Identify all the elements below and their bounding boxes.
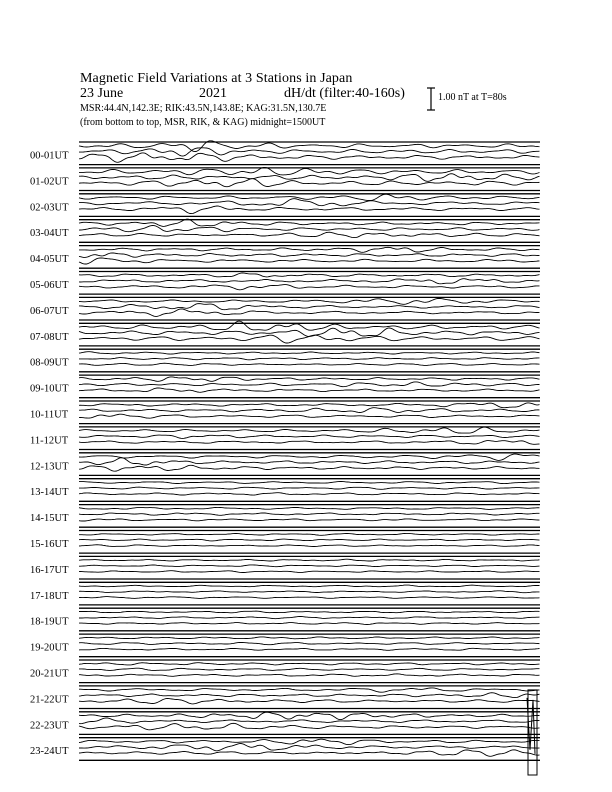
station-trace [79, 298, 540, 304]
station-trace [79, 388, 540, 392]
station-trace [79, 377, 540, 381]
station-trace [79, 513, 540, 515]
station-trace [79, 247, 540, 252]
date-label: 23 June [80, 86, 124, 101]
row-label: 06-07UT [30, 305, 69, 317]
station-trace [79, 153, 540, 162]
row-label: 08-09UT [30, 357, 69, 369]
row-label: 17-18UT [30, 590, 69, 602]
station-trace [79, 285, 540, 290]
scale-bar [427, 88, 435, 110]
station-trace [79, 739, 540, 744]
station-trace [79, 304, 540, 310]
row-label: 12-13UT [30, 461, 69, 473]
row-label: 02-03UT [30, 202, 69, 214]
station-trace [79, 688, 540, 692]
station-trace [79, 591, 540, 593]
row-label: 07-08UT [30, 331, 69, 343]
station-trace [79, 206, 540, 214]
station-trace [79, 533, 540, 535]
station-trace [79, 663, 540, 665]
station-trace [79, 427, 540, 433]
station-trace [79, 487, 540, 489]
scale-bar-label: 1.00 nT at T=80s [438, 92, 507, 103]
station-trace [79, 744, 540, 751]
station-trace [79, 465, 540, 471]
row-label: 20-21UT [30, 668, 69, 680]
row-label: 03-04UT [30, 228, 69, 240]
station-trace [79, 693, 540, 698]
row-label: 01-02UT [30, 176, 69, 188]
quantity-label: dH/dt (filter:40-160s) [284, 86, 405, 101]
station-trace [79, 363, 540, 365]
station-trace [79, 174, 540, 182]
row-label: 21-22UT [30, 694, 69, 706]
station-trace [79, 414, 540, 418]
station-trace [79, 539, 540, 541]
station-trace [79, 571, 540, 573]
station-coordinates: MSR:44.4N,142.3E; RIK:43.5N,143.8E; KAG:31.5N,130.7E [80, 103, 327, 114]
station-trace [79, 352, 540, 354]
station-trace [79, 253, 540, 257]
station-trace [79, 545, 540, 547]
station-trace [79, 321, 540, 330]
station-trace [79, 232, 540, 237]
station-trace [79, 441, 540, 445]
row-label: 14-15UT [30, 513, 69, 525]
station-trace [79, 482, 540, 484]
station-trace [79, 712, 540, 719]
row-label: 18-19UT [30, 616, 69, 628]
station-trace [79, 408, 540, 413]
station-trace [79, 507, 540, 509]
station-trace [79, 519, 540, 521]
row-label: 23-24UT [30, 746, 69, 758]
year-label: 2021 [199, 86, 227, 101]
chart-title: Magnetic Field Variations at 3 Stations in Japan [80, 71, 353, 86]
station-trace [79, 435, 540, 438]
station-trace [79, 454, 540, 460]
row-label: 09-10UT [30, 383, 69, 395]
row-label: 16-17UT [30, 564, 69, 576]
station-trace [79, 565, 540, 567]
station-trace [79, 226, 540, 232]
station-trace [79, 617, 540, 619]
station-trace [79, 668, 540, 670]
rows-group [30, 141, 540, 761]
station-trace [79, 718, 540, 724]
row-label: 15-16UT [30, 539, 69, 550]
station-trace [79, 199, 540, 206]
station-trace [79, 382, 540, 387]
station-trace [79, 611, 540, 613]
row-label: 04-05UT [30, 254, 69, 266]
station-trace [79, 279, 540, 284]
station-trace [79, 559, 540, 561]
row-label: 19-20UT [30, 642, 69, 654]
station-trace [79, 637, 540, 639]
station-trace [79, 328, 540, 336]
station-trace [79, 273, 540, 277]
station-trace [79, 258, 540, 264]
station-trace [79, 403, 540, 408]
trace-overflow-box [527, 690, 537, 775]
station-trace [79, 699, 540, 704]
station-trace [79, 358, 540, 360]
station-trace [79, 309, 540, 317]
station-trace [79, 194, 540, 200]
station-trace [79, 648, 540, 650]
station-trace [79, 493, 540, 495]
station-trace [79, 623, 540, 625]
station-trace [79, 179, 540, 187]
station-trace [79, 643, 540, 645]
station-trace [79, 723, 540, 730]
station-order-note: (from bottom to top, MSR, RIK, & KAG) midnight=1500UT [80, 117, 326, 128]
row-label: 00-01UT [30, 150, 69, 162]
row-label: 05-06UT [30, 280, 69, 291]
station-trace [79, 458, 540, 465]
station-trace [79, 585, 540, 587]
station-trace [79, 674, 540, 677]
station-trace [79, 597, 540, 599]
row-label: 13-14UT [30, 487, 69, 499]
row-label: 11-12UT [30, 435, 69, 447]
row-label: 22-23UT [30, 720, 69, 732]
row-label: 10-11UT [30, 409, 69, 421]
station-trace [79, 750, 540, 757]
